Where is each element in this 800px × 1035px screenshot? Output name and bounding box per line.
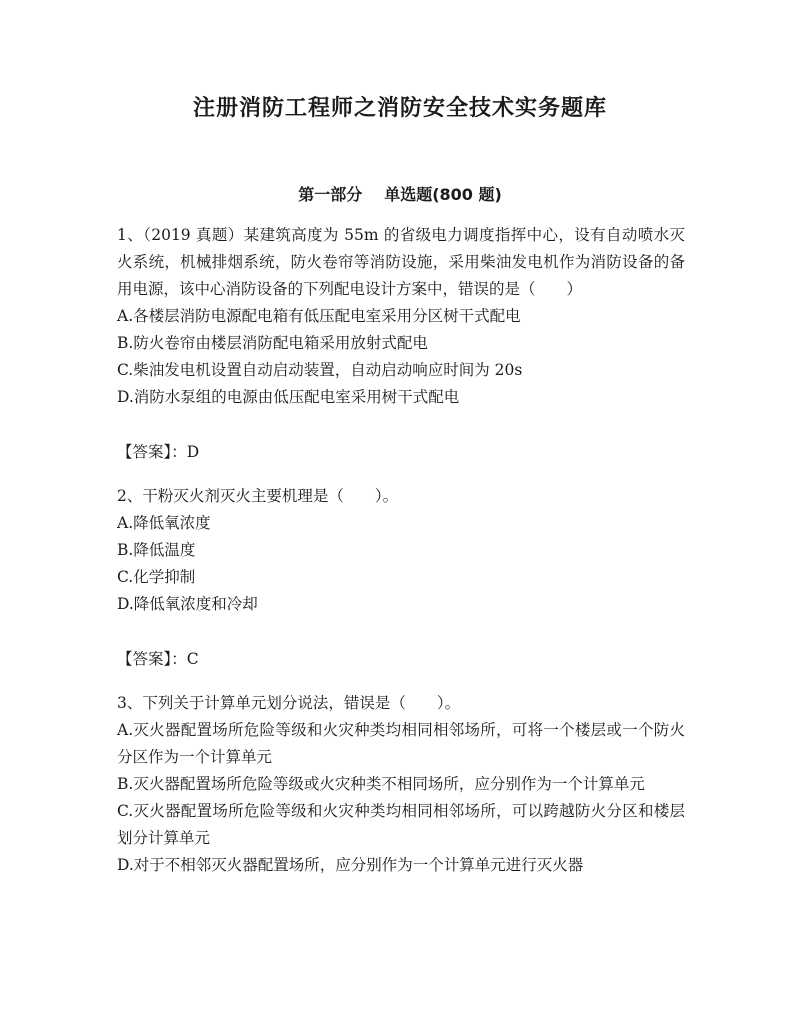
option-a: A.各楼层消防电源配电箱有低压配电室采用分区树干式配电 [117,307,521,325]
option-d: D.降低氧浓度和冷却 [117,595,258,613]
option-c: C.柴油发电机设置自动启动装置，自动启动响应时间为 20s [117,361,523,379]
option-d: D.对于不相邻灭火器配置场所，应分别作为一个计算单元进行灭火器 [117,856,584,874]
document-title: 注册消防工程师之消防安全技术实务题库 [192,96,607,121]
option-d: D.消防水泵组的电源由低压配电室采用树干式配电 [117,388,460,406]
answer-label: 【答案】： [117,650,187,668]
question-stem: 3、下列关于计算单元划分说法，错误是（ ）。 [117,694,461,712]
question-stem: 2、干粉灭火剂灭火主要机理是（ ）。 [117,487,399,505]
section-label: 第一部分 [298,185,363,204]
option-b: B.防火卷帘由楼层消防配电箱采用放射式配电 [117,334,428,352]
question-stem: 1、（2019 真题）某建筑高度为 55m 的省级电力调度指挥中心，设有自动喷水灭火系统，机械排烟系统，防火卷帘等消防设施，采用柴油发电机作为消防设备的备用电源，该中心消防设备的下列配电设计方案中，错误的是（ ） [117,226,685,298]
answer-line [117,646,685,673]
answer-value: C [186,650,199,668]
question-2 [117,483,685,673]
option-a: A.降低氧浓度 [117,514,211,532]
question-1 [117,222,685,466]
option-b: B.灭火器配置场所危险等级或火灾种类不相同场所，应分别作为一个计算单元 [117,775,645,793]
section-name: 单选题(800 题) [384,185,502,204]
answer-label: 【答案】： [117,443,187,461]
option-a: A.灭火器配置场所危险等级和火灾种类均相同相邻场所，可将一个楼层或一个防火分区作为一个计算单元 [117,721,685,766]
question-3 [117,690,685,879]
question-list [117,222,685,879]
answer-value: D [186,443,200,461]
option-c: C.灭火器配置场所危险等级和火灾种类均相同相邻场所，可以跨越防火分区和楼层划分计算单元 [117,802,685,847]
section-heading [0,180,800,210]
option-b: B.降低温度 [117,541,196,559]
option-c: C.化学抑制 [117,568,196,586]
answer-line [117,439,685,466]
